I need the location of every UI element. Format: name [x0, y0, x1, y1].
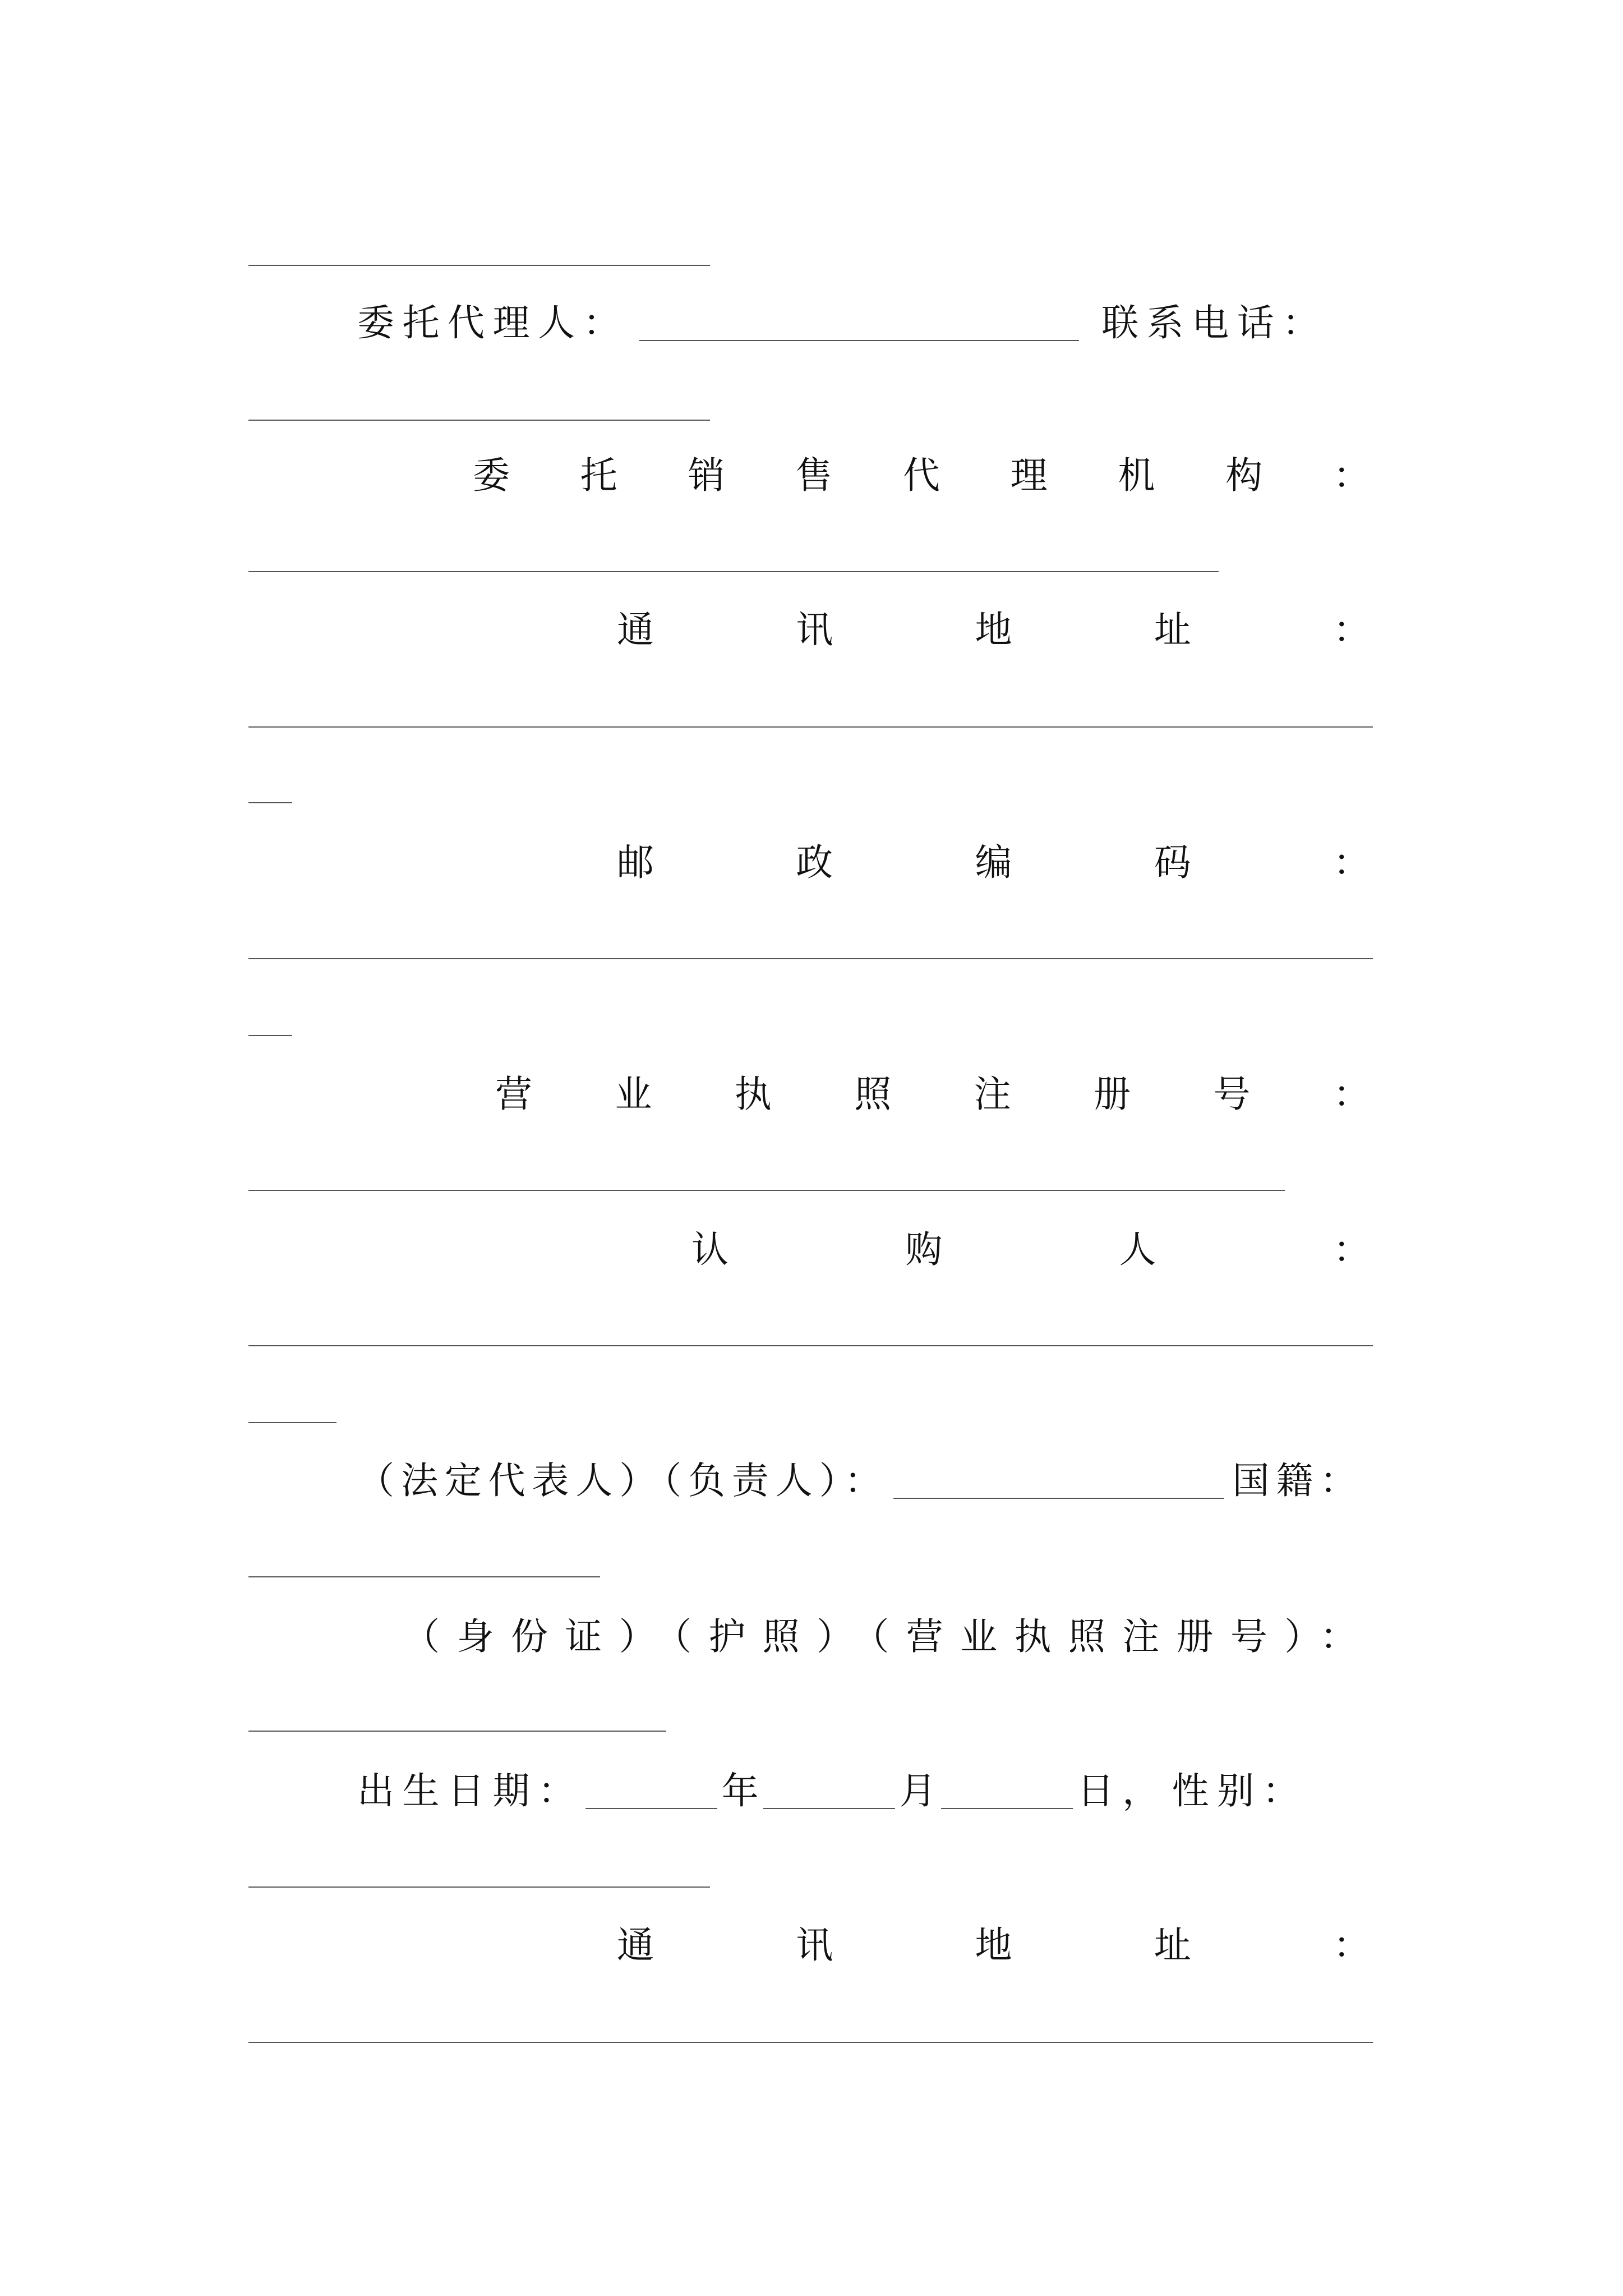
birth-label: 出生日期： [357, 1769, 583, 1812]
address2-char: 地 [975, 1924, 1012, 1967]
postal-char: 码 [1154, 841, 1191, 884]
agency-char: 构 [1225, 454, 1263, 497]
license-char: ： [1332, 1073, 1370, 1116]
postal-row [617, 836, 1370, 890]
license-char: 照 [854, 1073, 892, 1116]
license-char: 号 [1213, 1073, 1251, 1116]
buyer-char: 购 [905, 1228, 943, 1271]
license-char: 注 [974, 1073, 1011, 1116]
year-label: 年 [721, 1769, 759, 1812]
agent-phone-blank[interactable] [248, 420, 710, 421]
postal-char: ： [1333, 841, 1370, 884]
buyer-char: 认 [691, 1228, 728, 1271]
agency-blank[interactable] [248, 571, 1219, 572]
nationality-label: 国籍： [1232, 1459, 1364, 1502]
agent-name-blank[interactable] [639, 340, 1079, 341]
address2-char: 址 [1154, 1924, 1191, 1967]
postal-blank[interactable] [248, 958, 1373, 959]
agency-char: 售 [795, 454, 833, 497]
license-char: 营 [495, 1073, 532, 1116]
birth-row [357, 1764, 1371, 1818]
address-char: 讯 [796, 608, 833, 651]
agency-char: 代 [903, 454, 940, 497]
license-blank[interactable] [248, 1190, 1285, 1191]
agent-phone-label: 联系电话： [1101, 301, 1327, 344]
id-row [370, 1610, 1374, 1664]
postal-blank-tail[interactable] [248, 1035, 292, 1036]
license-char: 业 [615, 1073, 652, 1116]
agent-label: 委托代理人： [357, 301, 629, 344]
blank-line [248, 265, 710, 266]
agency-char: 理 [1010, 454, 1048, 497]
buyer-char: ： [1332, 1228, 1370, 1271]
agency-char: 托 [580, 454, 617, 497]
legal-rep-blank[interactable] [893, 1498, 1224, 1499]
day-label: 日， [1077, 1769, 1168, 1812]
gender-blank[interactable] [248, 1887, 710, 1888]
address2-row [617, 1918, 1370, 1972]
agency-char: ： [1333, 454, 1370, 497]
agent-row [357, 296, 1371, 350]
agency-row [473, 449, 1370, 503]
buyer-blank-tail[interactable] [248, 1422, 336, 1423]
buyer-char: 人 [1119, 1228, 1156, 1271]
legal-rep-label: （法定代表人）（负责人）： [357, 1459, 888, 1502]
address-row [617, 603, 1370, 657]
gender-label: 性别： [1172, 1769, 1308, 1812]
month-label: 月 [899, 1769, 937, 1812]
buyer-row [691, 1223, 1370, 1277]
id-label: （身份证）（护照）（营业执照注册号）： [403, 1615, 1374, 1658]
address2-blank[interactable] [248, 2042, 1373, 2043]
address-blank-tail[interactable] [248, 802, 292, 803]
nationality-blank[interactable] [248, 1576, 600, 1577]
address-char: 通 [617, 608, 654, 651]
agency-char: 机 [1118, 454, 1155, 497]
license-char: 执 [734, 1073, 772, 1116]
address-blank[interactable] [248, 726, 1373, 728]
postal-char: 编 [975, 841, 1012, 884]
address-char: 地 [975, 608, 1012, 651]
postal-char: 政 [796, 841, 833, 884]
buyer-blank[interactable] [248, 1345, 1373, 1346]
legal-rep-row [357, 1454, 1371, 1508]
license-char: 册 [1094, 1073, 1131, 1116]
address-char: ： [1333, 608, 1370, 651]
agency-char: 销 [688, 454, 725, 497]
birth-day-blank[interactable] [941, 1808, 1073, 1809]
address2-char: 通 [617, 1924, 654, 1967]
address-char: 址 [1154, 608, 1191, 651]
postal-char: 邮 [617, 841, 654, 884]
birth-year-blank[interactable] [585, 1808, 717, 1809]
address2-char: 讯 [796, 1924, 833, 1967]
address2-char: ： [1333, 1924, 1370, 1967]
agency-char: 委 [473, 454, 510, 497]
birth-month-blank[interactable] [763, 1808, 895, 1809]
id-blank[interactable] [248, 1731, 666, 1732]
license-row [495, 1068, 1370, 1121]
